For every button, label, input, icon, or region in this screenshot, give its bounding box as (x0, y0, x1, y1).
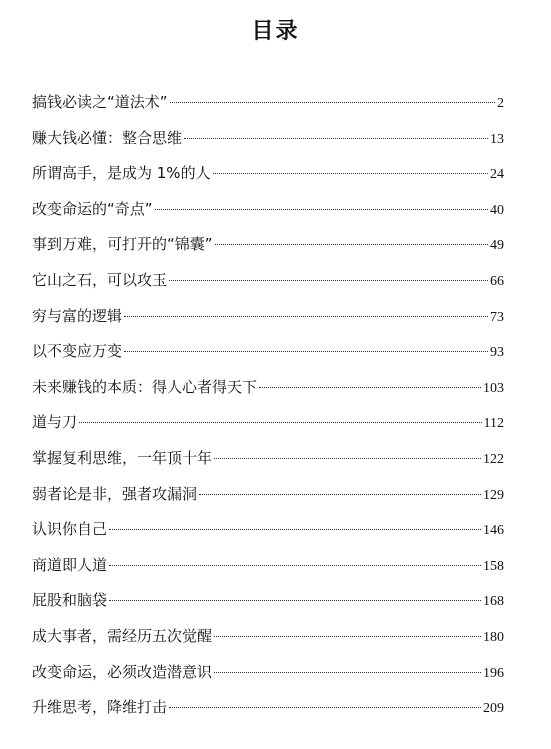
dot-leader (155, 209, 488, 210)
toc-entry-page: 93 (490, 345, 504, 361)
toc-entry (32, 554, 504, 590)
table-of-contents (32, 91, 504, 732)
toc-entry (32, 447, 504, 483)
toc-entry-page: 122 (483, 451, 504, 467)
toc-entry-title: 搞钱必读之“道法术” (32, 93, 168, 111)
dot-leader (79, 422, 482, 423)
dot-leader (170, 102, 495, 103)
toc-entry-page: 168 (483, 594, 504, 610)
toc-entry (32, 162, 504, 198)
toc-entry (32, 233, 504, 269)
dot-leader (259, 387, 481, 388)
dot-leader (199, 494, 481, 495)
toc-entry (32, 483, 504, 519)
toc-entry-title: 事到万难，可打开的“锦囊” (32, 235, 213, 254)
toc-entry-title: 所谓高手，是成为 1%的人 (32, 164, 211, 183)
toc-entry-page: 73 (490, 309, 504, 325)
dot-leader (214, 458, 481, 459)
toc-entry-page: 40 (490, 202, 504, 218)
toc-entry-page: 129 (483, 487, 504, 503)
toc-entry-title: 以不变应万变 (32, 342, 123, 361)
toc-entry (32, 305, 504, 341)
dot-leader (184, 138, 488, 139)
toc-entry-title: 升维思考，降维打击 (32, 698, 168, 717)
toc-entry-title: 赚大钱必懂：整合思维 (32, 128, 183, 147)
toc-entry-title: 弱者论是非，强者攻漏洞 (32, 484, 198, 503)
toc-entry (32, 127, 504, 163)
toc-entry (32, 340, 504, 376)
toc-entry-page: 13 (490, 131, 504, 147)
toc-entry-page: 158 (483, 558, 504, 574)
dot-leader (124, 316, 488, 317)
toc-entry-page: 146 (483, 523, 504, 539)
toc-entry (32, 376, 504, 412)
toc-entry (32, 661, 504, 697)
toc-entry-title: 未来赚钱的本质：得人心者得天下 (32, 377, 258, 396)
dot-leader (109, 565, 481, 566)
dot-leader (213, 173, 488, 174)
toc-entry-title: 改变命运的“奇点” (32, 199, 153, 218)
toc-entry-page: 112 (483, 416, 504, 432)
toc-entry-title: 商道即人道 (32, 555, 108, 574)
dot-leader (124, 351, 488, 352)
toc-entry-title: 它山之石，可以攻玉 (32, 270, 168, 289)
dot-leader (214, 636, 481, 637)
toc-entry-title: 穷与富的逻辑 (32, 306, 123, 325)
toc-title: 目录 (251, 18, 300, 44)
toc-entry (32, 589, 504, 625)
toc-entry (32, 91, 504, 127)
toc-entry (32, 518, 504, 554)
toc-entry-page: 103 (483, 380, 504, 396)
toc-entry-page: 49 (490, 238, 504, 254)
toc-entry-title: 成大事者，需经历五次觉醒 (32, 626, 213, 645)
toc-entry-title: 认识你自己 (32, 520, 108, 539)
toc-entry (32, 269, 504, 305)
toc-entry-page: 180 (483, 629, 504, 645)
toc-entry (32, 696, 504, 732)
toc-entry-page: 2 (497, 96, 504, 111)
dot-leader (109, 600, 481, 601)
toc-entry-title: 改变命运，必须改造潜意识 (32, 662, 213, 681)
dot-leader (109, 529, 481, 530)
dot-leader (214, 672, 481, 673)
toc-entry-title: 掌握复利思维，一年顶十年 (32, 448, 213, 467)
toc-entry (32, 625, 504, 661)
toc-entry-page: 196 (483, 665, 504, 681)
toc-entry (32, 411, 504, 447)
toc-entry-page: 24 (490, 167, 504, 183)
toc-entry-page: 66 (490, 273, 504, 289)
toc-entry-title: 道与刀 (32, 413, 78, 432)
dot-leader (169, 280, 488, 281)
toc-entry-page: 209 (483, 701, 504, 717)
dot-leader (215, 244, 488, 245)
dot-leader (169, 707, 481, 708)
toc-entry-title: 屁股和脑袋 (32, 591, 108, 610)
toc-entry (32, 198, 504, 234)
